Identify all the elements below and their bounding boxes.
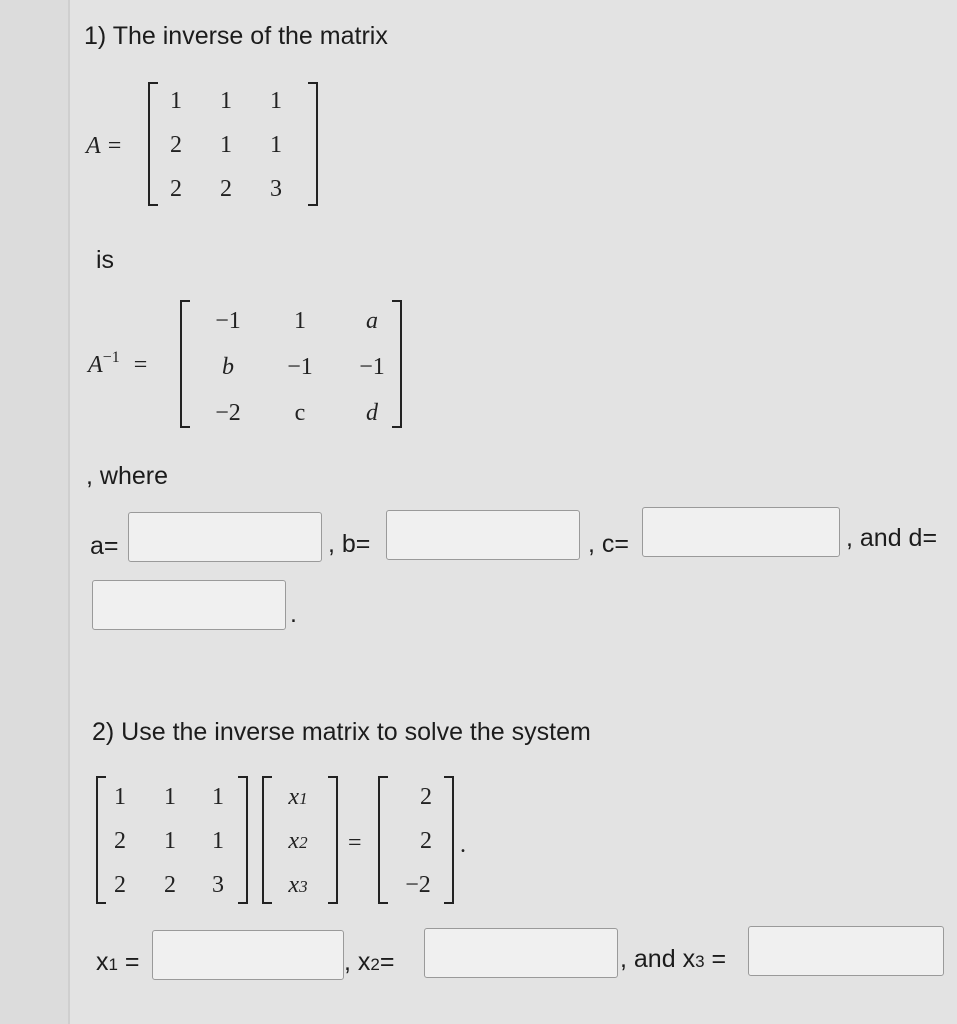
label-c: , c= — [588, 530, 629, 558]
right-bracket — [392, 300, 402, 428]
matrix-cell: 2 — [164, 872, 176, 898]
period-mark: . — [460, 832, 466, 858]
equals-sign: = — [348, 830, 362, 856]
matrix-a-inverse — [180, 300, 402, 428]
matrix-cell: 2 — [114, 828, 126, 854]
matrix-cell: −1 — [287, 354, 313, 380]
variable-vector — [262, 776, 338, 904]
matrix-cell: 1 — [114, 784, 126, 810]
left-margin — [0, 0, 68, 1024]
matrix-cell: 2 — [170, 176, 182, 202]
label-x1: x1 = — [96, 948, 140, 976]
label-a: a= — [90, 532, 119, 560]
matrix-a-label: A = — [86, 133, 123, 159]
left-bracket — [180, 300, 190, 428]
vector-entry: 2 — [420, 784, 432, 810]
coefficient-matrix — [96, 776, 248, 904]
matrix-cell: d — [366, 400, 378, 426]
matrix-a — [148, 82, 318, 206]
answer-x3-input[interactable] — [748, 926, 944, 976]
matrix-cell: 2 — [114, 872, 126, 898]
left-bracket — [262, 776, 272, 904]
matrix-cell: −2 — [215, 400, 241, 426]
right-bracket — [328, 776, 338, 904]
matrix-cell: 1 — [270, 88, 282, 114]
period-mark: . — [290, 600, 297, 628]
vector-entry: −2 — [405, 872, 431, 898]
matrix-cell: 3 — [212, 872, 224, 898]
question-2-heading: 2) Use the inverse matrix to solve the system — [92, 718, 591, 746]
label-d: , and d= — [846, 524, 938, 552]
margin-divider — [68, 0, 70, 1024]
right-bracket — [308, 82, 318, 206]
matrix-cell: 1 — [212, 784, 224, 810]
matrix-cell: 2 — [220, 176, 232, 202]
label-x3: , and x3 = — [620, 945, 727, 973]
answer-a-input[interactable] — [128, 512, 322, 562]
answer-b-input[interactable] — [386, 510, 580, 560]
matrix-cell: 2 — [170, 132, 182, 158]
vector-entry: x3 — [288, 872, 308, 898]
matrix-cell: −1 — [359, 354, 385, 380]
matrix-cell: 1 — [270, 132, 282, 158]
answer-x1-input[interactable] — [152, 930, 344, 980]
where-text: , where — [86, 462, 168, 490]
matrix-cell: b — [222, 354, 234, 380]
answer-x2-input[interactable] — [424, 928, 618, 978]
is-text: is — [96, 246, 115, 274]
vector-entry: x2 — [288, 828, 308, 854]
vector-entry: 2 — [420, 828, 432, 854]
matrix-cell: 1 — [212, 828, 224, 854]
vector-entry: x1 — [288, 784, 308, 810]
answer-c-input[interactable] — [642, 507, 840, 557]
question-1-heading: 1) The inverse of the matrix — [84, 22, 388, 50]
matrix-cell: −1 — [215, 308, 241, 334]
left-bracket — [378, 776, 388, 904]
inverse-label: $A^{-1}$ = — [88, 349, 148, 378]
label-b: , b= — [328, 530, 371, 558]
matrix-cell: 3 — [270, 176, 282, 202]
constant-vector — [378, 776, 454, 904]
matrix-cell: 1 — [164, 784, 176, 810]
matrix-cell: 1 — [294, 308, 306, 334]
answer-d-input[interactable] — [92, 580, 286, 630]
matrix-cell: a — [366, 308, 378, 334]
right-bracket — [238, 776, 248, 904]
matrix-cell: 1 — [164, 828, 176, 854]
matrix-cell: 1 — [170, 88, 182, 114]
matrix-cell: c — [294, 400, 306, 426]
matrix-cell: 1 — [220, 132, 232, 158]
label-x2: , x2= — [344, 948, 395, 976]
matrix-cell: 1 — [220, 88, 232, 114]
